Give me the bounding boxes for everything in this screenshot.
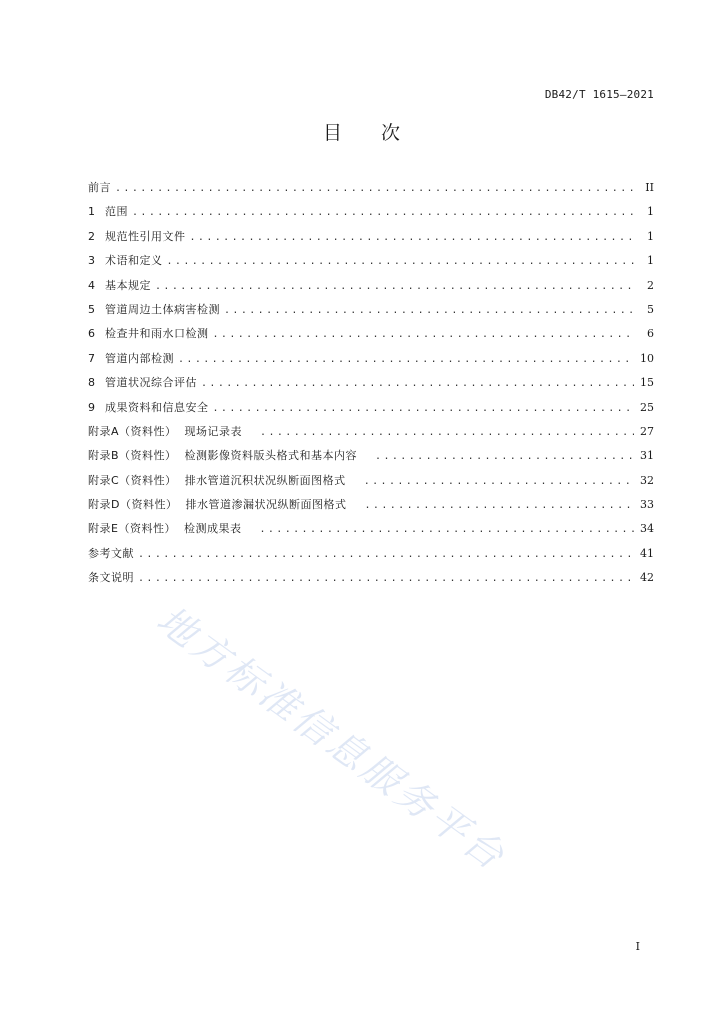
toc-dot-leader [260, 427, 634, 438]
toc-entry-label-group [105, 374, 197, 390]
toc-dot-leader [364, 476, 634, 487]
toc-dot-leader [178, 354, 634, 365]
toc-entry-label: 管道周边土体病害检测 [105, 302, 220, 316]
toc-entry-label-group [105, 399, 209, 415]
toc-dot-leader [138, 549, 634, 560]
toc-title [0, 118, 724, 145]
toc-entry-page: II [645, 181, 654, 194]
toc-entry-label-group [105, 277, 151, 293]
toc-entry-number: 5 [88, 302, 95, 316]
toc-entry-page: 42 [640, 571, 654, 585]
toc-entry-label-group [105, 228, 186, 244]
toc-entry-label-group [105, 350, 174, 366]
standard-code: DB42/T 1615—2021 [544, 88, 654, 101]
toc-entry-page: 41 [640, 546, 654, 560]
toc-entry-sublabel: 检测成果表 [183, 522, 242, 536]
toc-dot-leader [375, 451, 634, 462]
toc-dot-leader [364, 500, 634, 511]
toc-entry-label-group [105, 252, 163, 268]
toc-entry-page: 15 [640, 376, 654, 390]
toc-entry-page: 34 [640, 522, 654, 536]
toc-entry-label-group [88, 472, 360, 488]
toc-entry-label-group [105, 325, 209, 341]
toc-entry-page: 2 [647, 278, 654, 292]
toc-entry-label: 参考文献 [88, 546, 134, 560]
toc-entry-page: 25 [640, 400, 654, 414]
table-of-contents [88, 179, 654, 594]
toc-entry-label: 管道状况综合评估 [105, 376, 197, 390]
toc-entry[interactable] [88, 472, 654, 496]
toc-dot-leader [167, 256, 635, 267]
toc-entry-label: 附录A（资料性） [88, 424, 177, 438]
toc-entry-label: 成果资料和信息安全 [105, 400, 209, 414]
toc-dot-leader [213, 329, 635, 340]
toc-entry-page: 33 [640, 498, 654, 512]
toc-entry-sublabel: 排水管道沉积状况纵断面图格式 [184, 473, 346, 487]
toc-entry-number: 6 [88, 327, 95, 341]
toc-entry-label: 范围 [105, 205, 128, 219]
toc-entry-page: 1 [647, 229, 654, 243]
toc-entry[interactable] [88, 374, 654, 398]
toc-entry-number: 2 [88, 229, 95, 243]
toc-entry-label-group [88, 545, 134, 561]
toc-entry-page: 32 [640, 473, 654, 487]
toc-entry-label-group [88, 496, 360, 512]
watermark: 地方标准信息服务平台 [148, 597, 515, 880]
toc-entry[interactable] [88, 350, 654, 374]
toc-entry[interactable] [88, 252, 654, 276]
toc-entry-label: 管道内部检测 [105, 351, 174, 365]
toc-entry-label: 术语和定义 [105, 254, 163, 268]
toc-entry-sublabel: 排水管道渗漏状况纵断面图格式 [185, 498, 347, 512]
toc-entry-label: 前言 [88, 181, 111, 194]
page-number: I [635, 940, 640, 953]
toc-entry-label-group [105, 203, 128, 219]
toc-entry-label: 检查井和雨水口检测 [105, 327, 209, 341]
toc-entry-label: 基本规定 [105, 278, 151, 292]
toc-dot-leader [155, 281, 634, 292]
toc-entry-label: 条文说明 [88, 571, 134, 585]
toc-entry-label: 附录B（资料性） [88, 449, 177, 463]
toc-entry[interactable] [88, 228, 654, 252]
toc-entry-label: 附录C（资料性） [88, 473, 177, 487]
toc-entry-label: 附录D（资料性） [88, 498, 178, 512]
toc-dot-leader [132, 207, 634, 218]
toc-entry-label-group [105, 301, 220, 317]
toc-dot-leader [138, 573, 634, 584]
toc-entry[interactable] [88, 447, 654, 471]
toc-entry-label-group [88, 423, 256, 439]
toc-title-part1: 目 [322, 122, 343, 144]
toc-dot-leader [259, 524, 634, 535]
toc-entry-page: 10 [640, 351, 654, 365]
toc-entry-number: 1 [88, 205, 95, 219]
toc-entry[interactable] [88, 301, 654, 325]
toc-entry[interactable] [88, 520, 654, 544]
toc-entry-label-group [88, 569, 134, 585]
toc-entry[interactable] [88, 277, 654, 301]
toc-entry[interactable] [88, 203, 654, 227]
toc-entry-sublabel: 检测影像资料版头格式和基本内容 [184, 449, 358, 463]
toc-entry-number: 7 [88, 351, 95, 365]
toc-entry-label-group [88, 447, 371, 463]
toc-dot-leader [115, 183, 634, 194]
toc-entry-number: 4 [88, 278, 95, 292]
toc-entry-page: 1 [647, 254, 654, 268]
toc-dot-leader [190, 232, 635, 243]
toc-entry[interactable] [88, 496, 654, 520]
toc-entry[interactable] [88, 545, 654, 569]
toc-dot-leader [213, 403, 635, 414]
toc-entry-page: 27 [640, 424, 654, 438]
toc-entry[interactable] [88, 325, 654, 349]
toc-entry-page: 31 [640, 449, 654, 463]
toc-entry-label-group [88, 520, 255, 536]
toc-entry-label-group [88, 179, 111, 195]
toc-entry[interactable] [88, 423, 654, 447]
toc-entry-number: 3 [88, 254, 95, 268]
toc-entry[interactable] [88, 569, 654, 593]
toc-entry-sublabel: 现场记录表 [184, 424, 243, 438]
toc-entry-page: 1 [647, 205, 654, 219]
toc-title-part2: 次 [381, 122, 402, 144]
toc-entry[interactable] [88, 399, 654, 423]
toc-entry-label: 规范性引用文件 [105, 229, 186, 243]
toc-dot-leader [201, 378, 634, 389]
toc-entry-number: 9 [88, 400, 95, 414]
toc-dot-leader [224, 305, 634, 316]
toc-entry-label: 附录E（资料性） [88, 522, 176, 536]
toc-entry-number: 8 [88, 376, 95, 390]
toc-entry-page: 5 [647, 302, 654, 316]
toc-entry-page: 6 [647, 327, 654, 341]
toc-entry[interactable] [88, 179, 654, 203]
